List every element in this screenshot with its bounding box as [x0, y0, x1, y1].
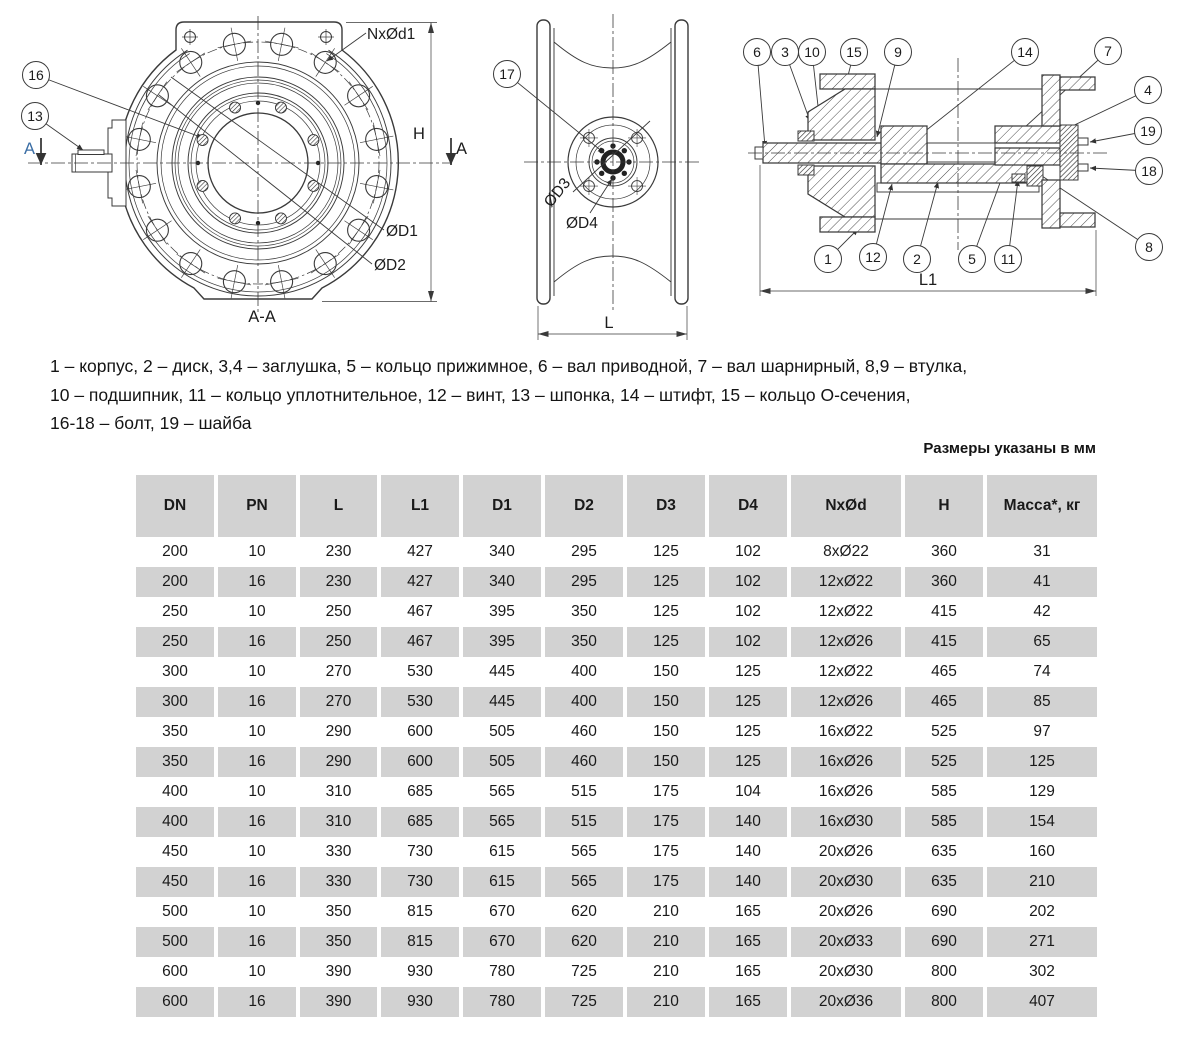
- table-cell: 330: [300, 837, 377, 867]
- table-cell: 250: [136, 627, 214, 657]
- table-cell: 175: [627, 777, 705, 807]
- section-mark-left: [24, 138, 41, 165]
- table-cell: 565: [545, 867, 623, 897]
- table-cell: 41: [987, 567, 1097, 597]
- balloon-7: [1095, 38, 1122, 65]
- table-cell: 10: [218, 957, 296, 987]
- balloon-number: 5: [968, 251, 976, 267]
- balloon-17: [494, 61, 521, 88]
- table-cell: 340: [463, 537, 541, 567]
- table-cell: 230: [300, 567, 377, 597]
- table-cell: 125: [709, 747, 787, 777]
- column-header: DN: [136, 475, 214, 537]
- table-cell: 445: [463, 657, 541, 687]
- table-cell: 615: [463, 867, 541, 897]
- table-cell: 20xØ33: [791, 927, 901, 957]
- balloon-number: 4: [1144, 82, 1152, 98]
- table-cell: 330: [300, 867, 377, 897]
- bolt-bottom: [1078, 164, 1088, 171]
- table-cell: 295: [545, 567, 623, 597]
- table-cell: 310: [300, 807, 377, 837]
- table-cell: 20xØ26: [791, 837, 901, 867]
- balloon-14: [1012, 39, 1039, 66]
- d2-label: ØD2: [374, 257, 406, 274]
- dim-d4-leader: [590, 179, 612, 213]
- table-cell: 340: [463, 567, 541, 597]
- table-cell: 125: [627, 597, 705, 627]
- table-cell: 16: [218, 627, 296, 657]
- balloon-15: [841, 39, 868, 66]
- table-cell: 16: [218, 927, 296, 957]
- table-cell: 210: [627, 957, 705, 987]
- table-cell: 445: [463, 687, 541, 717]
- table-cell: 12xØ22: [791, 567, 901, 597]
- table-cell: 565: [545, 837, 623, 867]
- column-header: D3: [627, 475, 705, 537]
- body-top-curve: [554, 42, 671, 68]
- d4-label: ØD4: [566, 215, 598, 232]
- table-cell: 102: [709, 597, 787, 627]
- bolt-pattern-label: NxØd1: [367, 26, 416, 43]
- end-plug: [1060, 125, 1078, 180]
- table-cell: 129: [987, 777, 1097, 807]
- table-cell: 360: [905, 567, 983, 597]
- balloon-number: 3: [781, 44, 789, 60]
- balloon-number: 11: [1000, 251, 1016, 267]
- table-cell: 16: [218, 867, 296, 897]
- table-cell: 730: [381, 837, 459, 867]
- table-cell: 16: [218, 687, 296, 717]
- table-cell: 780: [463, 957, 541, 987]
- table-cell: 515: [545, 777, 623, 807]
- table-cell: 565: [463, 807, 541, 837]
- o-ring-right: [1012, 174, 1025, 182]
- table-cell: 600: [381, 717, 459, 747]
- table-cell: 140: [709, 837, 787, 867]
- table-cell: 102: [709, 537, 787, 567]
- table-cell: 685: [381, 807, 459, 837]
- table-cell: 395: [463, 627, 541, 657]
- parts-legend: [50, 352, 1170, 438]
- table-cell: 20xØ30: [791, 867, 901, 897]
- dim-d3-line: [573, 121, 650, 192]
- table-cell: 150: [627, 717, 705, 747]
- table-cell: 350: [545, 597, 623, 627]
- table-cell: 295: [545, 537, 623, 567]
- table-cell: 635: [905, 837, 983, 867]
- table-cell: 620: [545, 927, 623, 957]
- table-cell: 635: [905, 867, 983, 897]
- table-cell: 154: [987, 807, 1097, 837]
- table-cell: 725: [545, 987, 623, 1017]
- table-cell: 500: [136, 927, 214, 957]
- body-wedge-top: [808, 89, 875, 140]
- clamp-ring-top: [995, 126, 1060, 143]
- table-cell: 505: [463, 717, 541, 747]
- svg-text:13: 13: [27, 108, 43, 124]
- table-cell: 290: [300, 717, 377, 747]
- table-cell: 200: [136, 537, 214, 567]
- bushing-right: [1027, 166, 1043, 186]
- table-cell: 165: [709, 927, 787, 957]
- table-cell: 102: [709, 627, 787, 657]
- table-cell: 12xØ22: [791, 597, 901, 627]
- bolt-top: [1078, 138, 1088, 145]
- section-letter: A: [456, 140, 468, 158]
- column-header: D1: [463, 475, 541, 537]
- table-cell: 415: [905, 597, 983, 627]
- table-cell: 585: [905, 807, 983, 837]
- seal-pack-bottom: [798, 165, 814, 175]
- table-cell: 10: [218, 597, 296, 627]
- table-cell: 12xØ26: [791, 627, 901, 657]
- balloon-16: [23, 62, 50, 89]
- table-cell: 65: [987, 627, 1097, 657]
- table-cell: 175: [627, 867, 705, 897]
- table-cell: 390: [300, 987, 377, 1017]
- table-cell: 16xØ22: [791, 717, 901, 747]
- table-cell: 685: [381, 777, 459, 807]
- table-cell: 150: [627, 657, 705, 687]
- table-cell: 730: [381, 867, 459, 897]
- section-letter: A: [24, 140, 36, 158]
- balloon-number: 19: [1140, 123, 1156, 139]
- column-header: L: [300, 475, 377, 537]
- table-cell: 210: [627, 897, 705, 927]
- table-cell: 16: [218, 747, 296, 777]
- table-cell: 725: [545, 957, 623, 987]
- table-cell: 270: [300, 687, 377, 717]
- table-cell: 350: [300, 897, 377, 927]
- balloon-4: [1135, 77, 1162, 104]
- table-cell: 615: [463, 837, 541, 867]
- table-cell: 16: [218, 567, 296, 597]
- table-cell: 670: [463, 927, 541, 957]
- table-cell: 150: [627, 687, 705, 717]
- table-cell: 10: [218, 657, 296, 687]
- body-bottom-curve: [554, 256, 671, 282]
- balloon-11: [995, 246, 1022, 273]
- body-tab-bottom-right: [1060, 213, 1095, 227]
- section-mark-right: [451, 138, 467, 165]
- balloon-3: [772, 39, 799, 66]
- table-cell: 800: [905, 957, 983, 987]
- column-header: D2: [545, 475, 623, 537]
- disc-hub: [881, 126, 927, 164]
- table-cell: 427: [381, 537, 459, 567]
- table-cell: 230: [300, 537, 377, 567]
- table-cell: 250: [300, 597, 377, 627]
- table-cell: 815: [381, 927, 459, 957]
- table-cell: 450: [136, 867, 214, 897]
- table-cell: 302: [987, 957, 1097, 987]
- clamp-ring-bottom: [995, 148, 1060, 165]
- seal-pack-top: [798, 131, 814, 141]
- dim-H-label: H: [413, 125, 425, 143]
- table-cell: 300: [136, 657, 214, 687]
- balloon-number: 8: [1145, 239, 1153, 255]
- table-cell: 140: [709, 867, 787, 897]
- legend-line: 1 – корпус, 2 – диск, 3,4 – заглушка, 5 – кольцо прижимное, 6 – вал приводной, 7 – вал шарнирный, 8,9 – втулка,: [50, 356, 968, 376]
- table-cell: 350: [136, 747, 214, 777]
- body-tab-top-right: [1060, 77, 1095, 90]
- balloon-10: [799, 39, 826, 66]
- stub-shaft: [927, 143, 995, 162]
- table-cell: 200: [136, 567, 214, 597]
- balloon-18: [1136, 158, 1163, 185]
- balloon-8: [1136, 234, 1163, 261]
- d3-label: ØD3: [540, 175, 575, 211]
- table-cell: 210: [627, 987, 705, 1017]
- table-cell: 690: [905, 897, 983, 927]
- table-cell: 16xØ30: [791, 807, 901, 837]
- side-view: [494, 14, 701, 340]
- front-view: [22, 16, 468, 326]
- table-cell: 500: [136, 897, 214, 927]
- dim-L1-label: L1: [918, 271, 938, 289]
- table-cell: 530: [381, 657, 459, 687]
- table-cell: 125: [627, 627, 705, 657]
- technical-drawings: [0, 0, 1200, 350]
- table-cell: 800: [905, 987, 983, 1017]
- table-cell: 10: [218, 537, 296, 567]
- table-cell: 460: [545, 717, 623, 747]
- section-title: A-A: [248, 308, 276, 326]
- table-cell: 125: [627, 567, 705, 597]
- table-cell: 125: [987, 747, 1097, 777]
- balloon-number: 7: [1104, 43, 1112, 59]
- table-cell: 125: [709, 687, 787, 717]
- table-cell: 465: [905, 657, 983, 687]
- table-cell: 150: [627, 747, 705, 777]
- table-cell: 10: [218, 777, 296, 807]
- table-cell: 125: [709, 717, 787, 747]
- table-cell: 85: [987, 687, 1097, 717]
- column-header: NxØd: [791, 475, 901, 537]
- balloon-number: 2: [913, 251, 921, 267]
- table-cell: 210: [627, 927, 705, 957]
- table-cell: 585: [905, 777, 983, 807]
- table-cell: 10: [218, 897, 296, 927]
- table-cell: 160: [987, 837, 1097, 867]
- svg-text:16: 16: [28, 67, 44, 83]
- table-cell: 390: [300, 957, 377, 987]
- table-cell: 400: [136, 777, 214, 807]
- table-cell: 31: [987, 537, 1097, 567]
- column-header: H: [905, 475, 983, 537]
- table-cell: 125: [709, 657, 787, 687]
- section-view: [744, 38, 1163, 297]
- table-cell: 467: [381, 597, 459, 627]
- balloon-number: 15: [846, 44, 862, 60]
- balloon-6: [744, 39, 771, 66]
- table-cell: 690: [905, 927, 983, 957]
- table-cell: 360: [905, 537, 983, 567]
- balloon-1: [815, 246, 842, 273]
- table-cell: 815: [381, 897, 459, 927]
- balloon-number: 14: [1017, 44, 1033, 60]
- table-cell: 530: [381, 687, 459, 717]
- table-cell: 427: [381, 567, 459, 597]
- right-wall-bottom: [1042, 180, 1060, 228]
- table-cell: 250: [300, 627, 377, 657]
- table-cell: 140: [709, 807, 787, 837]
- table-cell: 400: [545, 657, 623, 687]
- right-wall-top: [1042, 75, 1060, 126]
- table-cell: 12xØ26: [791, 687, 901, 717]
- balloon-number: 18: [1141, 163, 1157, 179]
- table-cell: 20xØ30: [791, 957, 901, 987]
- table-cell: 620: [545, 897, 623, 927]
- dimensions-table: [136, 475, 1097, 1017]
- column-header: PN: [218, 475, 296, 537]
- units-note: Размеры указаны в мм: [923, 440, 1096, 457]
- table-cell: 400: [136, 807, 214, 837]
- table-cell: 350: [545, 627, 623, 657]
- legend-line: 16-18 – болт, 19 – шайба: [50, 413, 252, 433]
- balloon-9: [885, 39, 912, 66]
- d1-label: ØD1: [386, 223, 418, 240]
- table-cell: 515: [545, 807, 623, 837]
- table-cell: 97: [987, 717, 1097, 747]
- column-header: D4: [709, 475, 787, 537]
- column-header: L1: [381, 475, 459, 537]
- balloon-5: [959, 246, 986, 273]
- dim-L-label: L: [604, 314, 614, 332]
- balloon-number: 9: [894, 44, 902, 60]
- table-cell: 175: [627, 837, 705, 867]
- table-cell: 125: [627, 537, 705, 567]
- table-cell: 930: [381, 957, 459, 987]
- table-cell: 670: [463, 897, 541, 927]
- dim-L: [538, 306, 687, 340]
- shaft-key: [78, 150, 104, 155]
- body-wedge-bottom: [808, 166, 875, 217]
- table-cell: 525: [905, 717, 983, 747]
- table-cell: 400: [545, 687, 623, 717]
- balloon-number: 12: [865, 249, 881, 265]
- table-cell: 10: [218, 717, 296, 747]
- table-cell: 102: [709, 567, 787, 597]
- table-cell: 104: [709, 777, 787, 807]
- table-cell: 465: [905, 687, 983, 717]
- table-cell: 175: [627, 807, 705, 837]
- table-cell: 310: [300, 777, 377, 807]
- table-cell: 395: [463, 597, 541, 627]
- table-cell: 565: [463, 777, 541, 807]
- column-header: Масса*, кг: [987, 475, 1097, 537]
- table-cell: 270: [300, 657, 377, 687]
- table-cell: 210: [987, 867, 1097, 897]
- table-cell: 600: [136, 987, 214, 1017]
- table-cell: 16: [218, 807, 296, 837]
- table-cell: 930: [381, 987, 459, 1017]
- balloon-number: 1: [824, 251, 832, 267]
- balloon-number: 10: [804, 44, 820, 60]
- balloon-number: 6: [753, 44, 761, 60]
- balloon-13: [22, 103, 49, 130]
- table-cell: 42: [987, 597, 1097, 627]
- table-cell: 450: [136, 837, 214, 867]
- table-cell: 12xØ22: [791, 657, 901, 687]
- table-cell: 505: [463, 747, 541, 777]
- table-cell: 74: [987, 657, 1097, 687]
- table-cell: 300: [136, 687, 214, 717]
- table-cell: 415: [905, 627, 983, 657]
- table-cell: 10: [218, 837, 296, 867]
- table-cell: 271: [987, 927, 1097, 957]
- table-cell: 407: [987, 987, 1097, 1017]
- leader-17: [507, 74, 604, 153]
- body-tab-bottom-left: [820, 217, 875, 232]
- table-cell: 780: [463, 987, 541, 1017]
- table-cell: 600: [381, 747, 459, 777]
- table-cell: 16xØ26: [791, 747, 901, 777]
- table-cell: 165: [709, 897, 787, 927]
- table-cell: 467: [381, 627, 459, 657]
- balloon-19: [1135, 118, 1162, 145]
- table-cell: 350: [136, 717, 214, 747]
- table-cell: 16: [218, 987, 296, 1017]
- legend-line: 10 – подшипник, 11 – кольцо уплотнительное, 12 – винт, 13 – шпонка, 14 – штифт, 15 – кольцо О-сечения,: [50, 384, 911, 405]
- table-cell: 165: [709, 987, 787, 1017]
- body-tab-top-left: [820, 74, 875, 89]
- balloon-2: [904, 246, 931, 273]
- balloon-12: [860, 244, 887, 271]
- table-cell: 460: [545, 747, 623, 777]
- table-cell: 350: [300, 927, 377, 957]
- table-cell: 202: [987, 897, 1097, 927]
- table-cell: 20xØ36: [791, 987, 901, 1017]
- table-cell: 165: [709, 957, 787, 987]
- table-cell: 525: [905, 747, 983, 777]
- table-cell: 20xØ26: [791, 897, 901, 927]
- table-cell: 290: [300, 747, 377, 777]
- table-cell: 600: [136, 957, 214, 987]
- table-cell: 16xØ26: [791, 777, 901, 807]
- svg-text:17: 17: [499, 66, 515, 82]
- table-cell: 8xØ22: [791, 537, 901, 567]
- table-cell: 250: [136, 597, 214, 627]
